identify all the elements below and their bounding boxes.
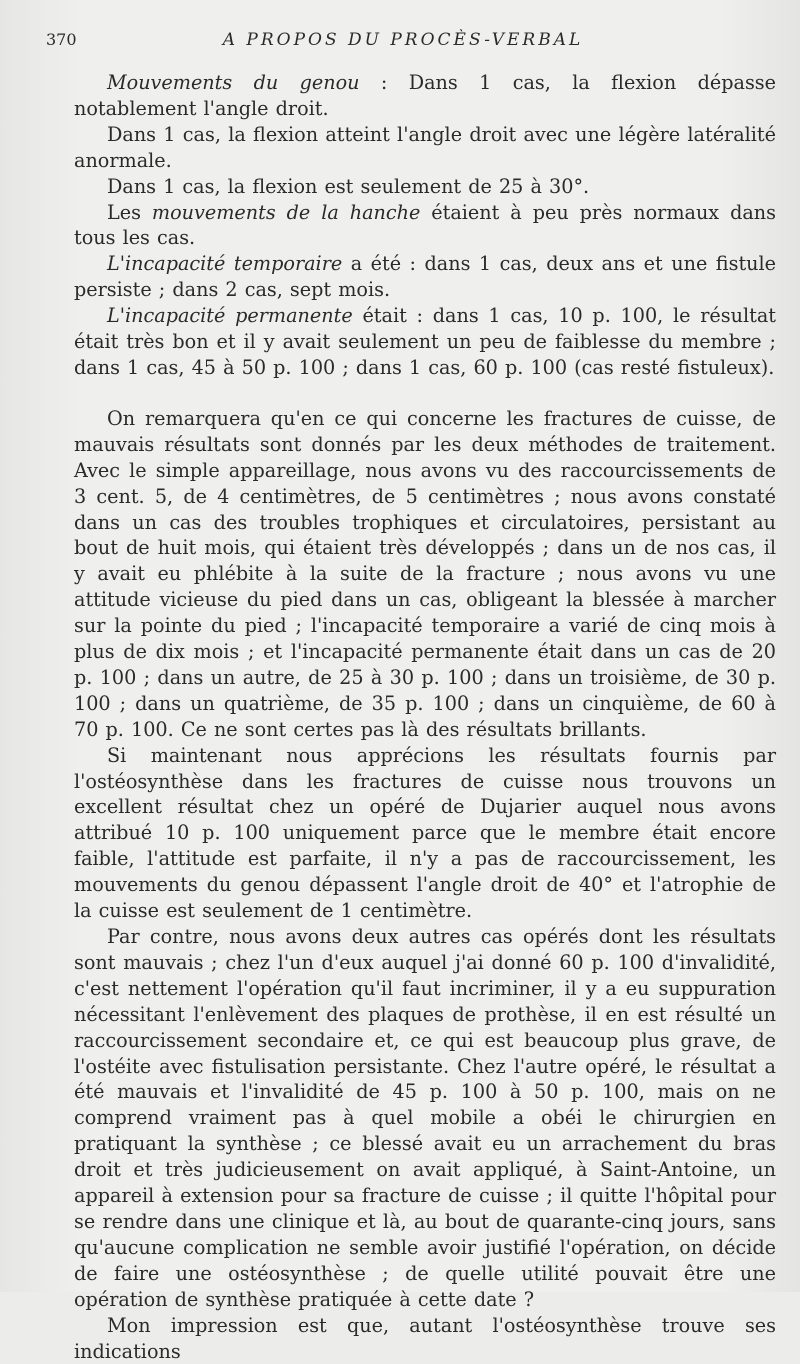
italic-phrase: Mouvements du genou: [107, 71, 360, 94]
italic-phrase: L'incapacité temporaire: [107, 252, 343, 276]
paragraph: [74, 743, 776, 924]
text-run: Par contre, nous avons deux autres cas opérés dont les résultats sont mauvais ; chez l'un d'eux auquel j'ai donné 60 p. 100 d'invalidité, c'est nettement l'opération qu'il faut incriminer, il y a eu suppuration nécessitant l'enlèvement des plaques de prothèse, il en est résulté un raccourcissement secondaire et, ce qui est beaucoup plus grave, de l'ostéite avec fistulisation persistante. Chez l'autre opéré, le résultat a été mauvais et l'invalidité de 45 p. 100 à 50 p. 100, mais on ne comprend vraiment pas à quel mobile a obéi le chirurgien en pratiquant la synthèse ; ce blessé avait eu un arrachement du bras droit et très judicieusement on avait appliqué, à Saint-Antoine, un appareil à extension pour sa fracture de cuisse ; il quitte l'hôpital pour se rendre dans une clinique et là, au bout de quarante-cinq jours, sans qu'aucune complication ne semble avoir justifié l'opération, on décide de faire une ostéosynthèse ; de quelle utilité pouvait être une opération de synthèse pratiquée à cette date ?: [74, 925, 776, 1311]
text-run: était : dans 1 cas, 10 p. 100, le résultat était très bon et il y avait seulement un peu de faiblesse du membre ; dans 1 cas, 45 à 50 p. 100 ; dans 1 cas, 60 p. 100 (cas resté fistuleux).: [74, 304, 776, 379]
paragraph: [74, 303, 776, 381]
paragraph: [74, 406, 776, 743]
running-header: [46, 30, 760, 54]
italic-phrase: L'incapacité permanente: [107, 304, 353, 328]
paragraph: [74, 122, 776, 174]
running-title: A PROPOS DU PROCÈS-VERBAL: [222, 30, 584, 50]
body-text: [74, 70, 776, 1364]
text-run: a été : dans 1 cas, deux ans et une fistule persiste ; dans 2 cas, sept mois.: [74, 252, 776, 302]
text-run: : Dans 1 cas, la flexion dépasse notablement l'angle droit.: [74, 71, 776, 120]
text-run: Dans 1 cas, la flexion atteint l'angle droit avec une légère latéralité anormale.: [74, 122, 776, 172]
text-run: On remarquera qu'en ce qui concerne les fractures de cuisse, de mauvais résultats sont donnés par les deux méthodes de traitement. Avec le simple appareillage, nous avons vu des raccourcissements de 3 cent. 5, de 4 centimètres, de 5 centimètres ; nous avons constaté dans un cas des troubles trophiques et circulatoires, persistant au bout de huit mois, qui étaient très développés ; dans un de nos cas, il y avait eu phlébite à la suite de la fracture ; nous avons vu une attitude vicieuse du pied dans un cas, obligeant la blessée à marcher sur la pointe du pied ; l'incapacité temporaire a varié de cinq mois à plus de dix mois ; et l'incapacité permanente était dans un cas de 20 p. 100 ; dans un autre, de 25 à 30 p. 100 ; dans un troisième, de 30 p. 100 ; dans un quatrième, de 35 p. 100 ; dans un cinquième, de 60 à 70 p. 100. Ce ne sont certes pas là des résultats brillants.: [74, 406, 776, 741]
text-run: Mon impression est que, autant l'ostéosynthèse trouve ses indications: [74, 1313, 776, 1363]
paragraph: [74, 251, 776, 303]
page-number: 370: [46, 30, 77, 49]
text-run: Les: [107, 200, 152, 224]
paragraph: [74, 924, 776, 1313]
paragraph: [74, 174, 776, 200]
paragraph: [74, 200, 776, 252]
paragraph: [74, 70, 776, 122]
text-run: Si maintenant nous apprécions les résultats fournis par l'ostéosynthèse dans les fractures de cuisse nous trouvons un excellent résultat chez un opéré de Dujarier auquel nous avons attribué 10 p. 100 uniquement parce que le membre était encore faible, l'attitude est parfaite, il n'y a pas de raccourcissement, les mouvements du genou dépassent l'angle droit de 40° et l'atrophie de la cuisse est seulement de 1 centimètre.: [74, 743, 776, 923]
paragraph: [74, 1313, 776, 1364]
text-run: étaient à peu près normaux dans tous les cas.: [74, 200, 777, 250]
italic-phrase: mouvements de la hanche: [151, 200, 421, 224]
text-run: Dans 1 cas, la flexion est seulement de 25 à 30°.: [107, 174, 590, 198]
